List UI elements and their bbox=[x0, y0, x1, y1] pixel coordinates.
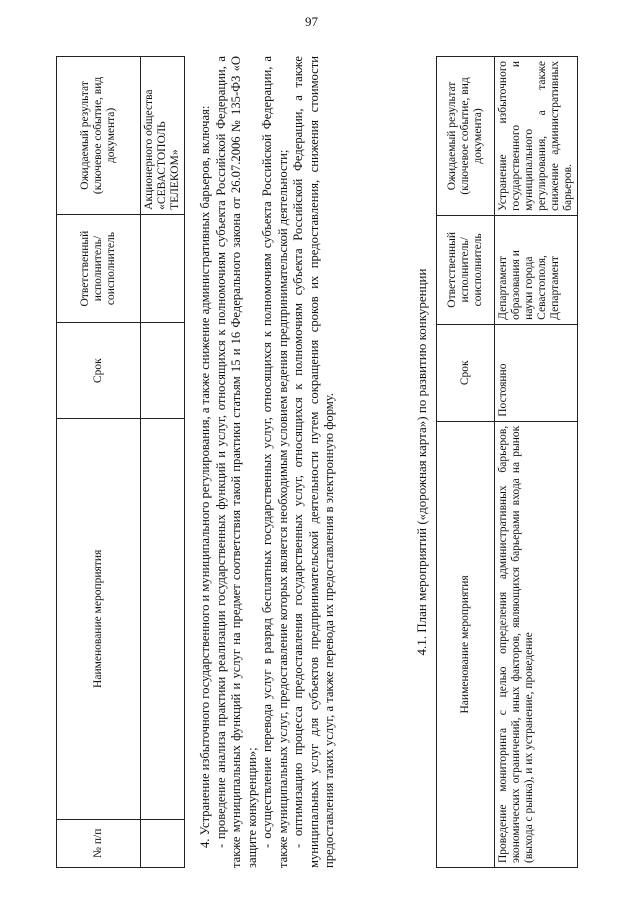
cell-measure-name bbox=[141, 419, 185, 820]
header-measure-name: Наименование мероприятия bbox=[437, 421, 495, 867]
header-result: Ожидаемый результат (ключевое событие, вид документа) bbox=[57, 57, 141, 215]
cell-responsible: Департамент образования и науки города Севастополя, Департамент bbox=[495, 215, 578, 324]
header-term: Срок bbox=[57, 323, 141, 419]
bullet-3: - оптимизацию процесса предоставления государственных услуг, относящихся к полномочиям субъекта Российской Федерации, а также муниципальных услуг для субъектов предпринимательской деятельности путем сокращения сроков их предоставления, снижения стоимости предоставления таких услуг, а также перевода их предоставления в электронную форму. bbox=[291, 56, 336, 868]
cell-measure-name: Проведение мониторинга с целью определения административных барьеров, экономических ограничений, иных факторов, являющихся барьерами входа на рынок (выхода с рынка), и их устранение, проведение bbox=[495, 421, 578, 867]
rotated-page-content bbox=[56, 58, 576, 868]
header-number: № п/п bbox=[57, 819, 141, 867]
measures-table-continued bbox=[56, 56, 185, 868]
table-row bbox=[495, 57, 578, 868]
table-row bbox=[141, 57, 185, 868]
body-text bbox=[198, 56, 338, 868]
cell-result: Акционерного общества «СЕВАСТОПОЛЬ ТЕЛЕКОМ» bbox=[141, 57, 185, 215]
cell-term bbox=[141, 323, 185, 419]
table-header-row bbox=[57, 57, 141, 868]
page-number: 97 bbox=[305, 14, 318, 29]
item-4: 4. Устранение избыточного государственного и муниципального регулирования, а также снижение административных барьеров, включая: bbox=[198, 105, 212, 848]
cell-result: Устранение избыточного государственного и муниципального регулирования, а также снижение административных барьеров. bbox=[495, 57, 578, 216]
header-responsible: Ответственный исполнитель/ соисполнитель bbox=[437, 215, 495, 324]
header-term: Срок bbox=[437, 324, 495, 421]
roadmap-table bbox=[436, 56, 578, 868]
header-responsible: Ответственный исполнитель/ соисполнитель bbox=[57, 214, 141, 323]
bullet-2: - осуществление перевода услуг в разряд бесплатных государственных услуг, относящихся к полномочиям субъекта Российской Федерации, а также муниципальных услуг, предоставление которых является необходимым условием ведения предпринимательской деятельности; bbox=[260, 56, 290, 868]
bullet-1: - проведение анализа практики реализации государственных функций и услуг, относящихся к полномочиям субъекта Российской Федерации, а также муниципальных функций и услуг на предмет соответствия такой практики статьям 15 и 16 Федерального закона от 26.07.2006 № 135-ФЗ «О защите конкуренции»; bbox=[213, 56, 259, 868]
section-title: 4.1. План мероприятий («дорожная карта») по развитию конкуренции bbox=[414, 268, 429, 656]
header-result: Ожидаемый результат (ключевое событие, вид документа) bbox=[437, 57, 495, 216]
table-header-row bbox=[437, 57, 495, 868]
cell-number bbox=[141, 819, 185, 867]
header-measure-name: Наименование мероприятия bbox=[57, 419, 141, 820]
cell-term: Постоянно bbox=[495, 324, 578, 421]
cell-responsible bbox=[141, 214, 185, 323]
